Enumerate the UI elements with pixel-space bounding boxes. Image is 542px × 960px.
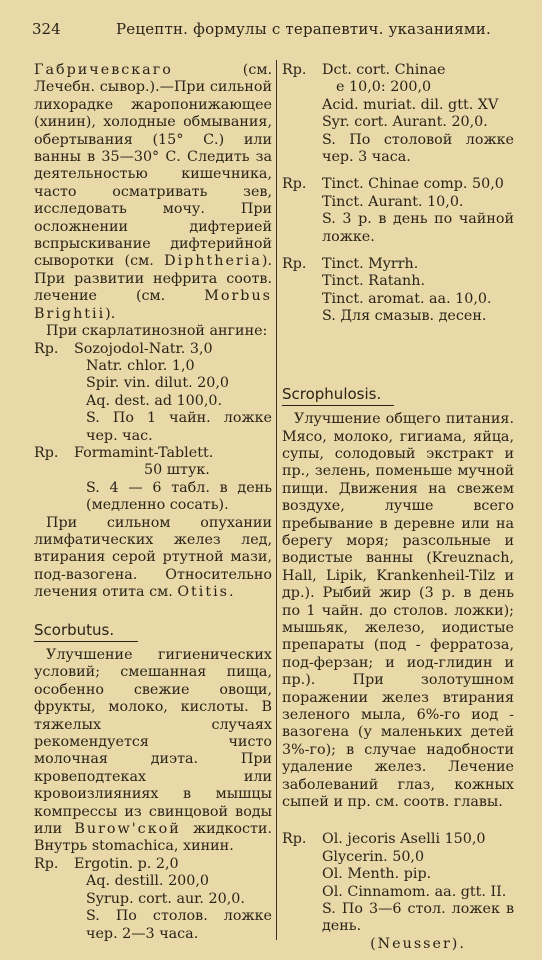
recipe-line: Sozojodol-Natr. 3,0 bbox=[74, 340, 213, 357]
cross-ref-burow: Burow'ской bbox=[74, 821, 181, 838]
recipe-signa: S. 4 — 6 табл. в день (медленно сосать). bbox=[86, 479, 272, 514]
recipe-line: Ergotin. p. 2,0 bbox=[74, 855, 179, 872]
recipe-line: Tinct. Ratanh. bbox=[322, 273, 426, 290]
section-heading-scrophulosis: Scrophulosis. bbox=[282, 386, 514, 403]
author-name: Габричевскаго bbox=[34, 62, 173, 78]
recipe-line: Dct. cort. Chinae bbox=[322, 62, 446, 78]
recipe-line: Aq. dest. ad 100,0. bbox=[86, 392, 223, 409]
continued-paragraph: Габричевскаго (см. Лечебн. сывор.).—При сильной лихорадке жаропонижающее (хинин), холодные обмывания, обертывания (15° С.) или ванны в 35—30° С. Следить за деятельностью кишечника, часто осматривать зев, исследовать мочу. При осложнении дифтерией вспрыскивание дифтерийной сыворотки (см. Diphtheria). При развитии нефрита соотв. лечение (см. Morbus Brightii). bbox=[34, 62, 272, 322]
recipe-line: Ol. Menth. pip. bbox=[322, 866, 432, 883]
cross-ref-morbus-brightii: Morbus Brightii bbox=[34, 288, 272, 322]
running-head: Рецептн. формулы с терапевтич. указаниями. bbox=[116, 20, 491, 38]
recipe-5 bbox=[282, 176, 514, 246]
recipe-label: Rp. bbox=[282, 62, 307, 78]
recipe-line: Acid. muriat. dil. gtt. XV bbox=[322, 96, 499, 113]
recipe-line: Ol. Cinnamom. aa. gtt. II. bbox=[322, 883, 507, 900]
swelling-paragraph: При сильном опухании лимфатических желез лед, втирания серой ртутной мази, под-вазогена. Относительно лечения отита см. Otitis. bbox=[34, 514, 272, 601]
recipe-label: Rp. bbox=[282, 256, 307, 273]
recipe-1 bbox=[34, 341, 272, 445]
recipe-line: Aq. destill. 200,0 bbox=[86, 873, 209, 890]
recipe-signa: S. 3 р. в день по чайной ложке. bbox=[322, 211, 514, 245]
page-header bbox=[0, 18, 542, 44]
recipe-line: Syrup. cort. aur. 20,0. bbox=[86, 890, 245, 907]
left-column bbox=[34, 62, 272, 943]
recipe-line: Tinct. Aurant. 10,0. bbox=[322, 193, 464, 210]
recipe-label: Rp. bbox=[282, 831, 307, 848]
recipe-line: Tinct. Chinae comp. 50,0 bbox=[322, 176, 504, 193]
right-column bbox=[282, 62, 514, 953]
scorbutus-paragraph: Улучшение гигиенических условий; смешанная пища, особенно свежие овощи, фрукты, молоко, кислоты. В тяжелых случаях рекомендуется чисто молочная диэта. При кровеподтеках или кровоизлияниях в мышцы компрессы из свинцовой воды или Burow'ской жидкости. Внутрь stomachica, хинин. bbox=[34, 647, 273, 855]
recipe-line: Spir. vin. dilut. 20,0 bbox=[86, 375, 229, 392]
recipe-4 bbox=[282, 62, 514, 166]
recipe-line: Formamint-Tablett. bbox=[74, 444, 214, 461]
recipe-label: Rp. bbox=[34, 855, 59, 872]
recipe-3 bbox=[34, 856, 272, 943]
recipe-signa: S. По столовой ложке чер. 3 часа. bbox=[322, 131, 514, 166]
page-number: 324 bbox=[32, 20, 61, 38]
recipe-signa: S. По столов. ложке чер. 2—3 часа. bbox=[86, 908, 272, 942]
scrophulosis-paragraph: Улучшение общего питания. Мясо, молоко, гигиама, яйца, супы, солодовый экстракт и пр., зелень, поменьше мучной пищи. Движения на свежем воздухе, лучше всего пребывание в деревне или на берегу моря; разсольные и водистые ванны (Kreuznach, Hall, Lipik, Krankenheil-Tilz и др.). Рыбий жир (3 р. в день по 1 чайн. до столов. ложки); мышьяк, железо, иодистые препараты (под - ферратоза, под-ферзан; и иод-глидин и пр.). При золотушном поражении желез втирания зеленого мыла, 6%-го иод - вазогена (у маленьких детей 3%-го); в случае надобности удаление желез. Лечение заболеваний глаз, кожных сыпей и пр. см. соотв. главы. bbox=[282, 411, 514, 811]
recipe-line: Syr. cort. Aurant. 20,0. bbox=[322, 114, 488, 131]
recipe-signa: S. По 3—6 стол. ложек в день. bbox=[322, 901, 514, 935]
author-attribution: (Neusser). bbox=[370, 935, 466, 952]
recipe-line: Glycerin. 50,0 bbox=[322, 848, 425, 865]
angina-intro: При скарлатинозной ангине: bbox=[46, 323, 268, 340]
recipe-signa: S. Для смазыв. десен. bbox=[322, 308, 487, 325]
recipe-line: 50 штук. bbox=[144, 462, 210, 479]
recipe-line: Tinct. aromat. aa. 10,0. bbox=[322, 290, 492, 307]
recipe-label: Rp. bbox=[34, 340, 59, 357]
recipe-label: Rp. bbox=[34, 444, 59, 461]
recipe-6 bbox=[282, 256, 514, 326]
cross-ref-diphtheria: Diphtheria bbox=[164, 253, 262, 270]
section-heading-scorbutus: Scorbutus. bbox=[34, 622, 272, 639]
recipe-2 bbox=[34, 445, 272, 515]
recipe-label: Rp. bbox=[282, 176, 307, 193]
recipe-line: Tinct. Myrrh. bbox=[322, 256, 419, 273]
column-divider bbox=[276, 60, 277, 940]
recipe-line: e 10,0: 200,0 bbox=[336, 79, 432, 96]
recipe-line: Natr. chlor. 1,0 bbox=[86, 357, 195, 374]
cross-ref-otitis: Otitis bbox=[177, 584, 230, 601]
recipe-signa: S. По 1 чайн. ложке чер. час. bbox=[86, 410, 272, 444]
recipe-7 bbox=[282, 831, 514, 953]
recipe-line: Ol. jecoris Aselli 150,0 bbox=[322, 831, 486, 848]
